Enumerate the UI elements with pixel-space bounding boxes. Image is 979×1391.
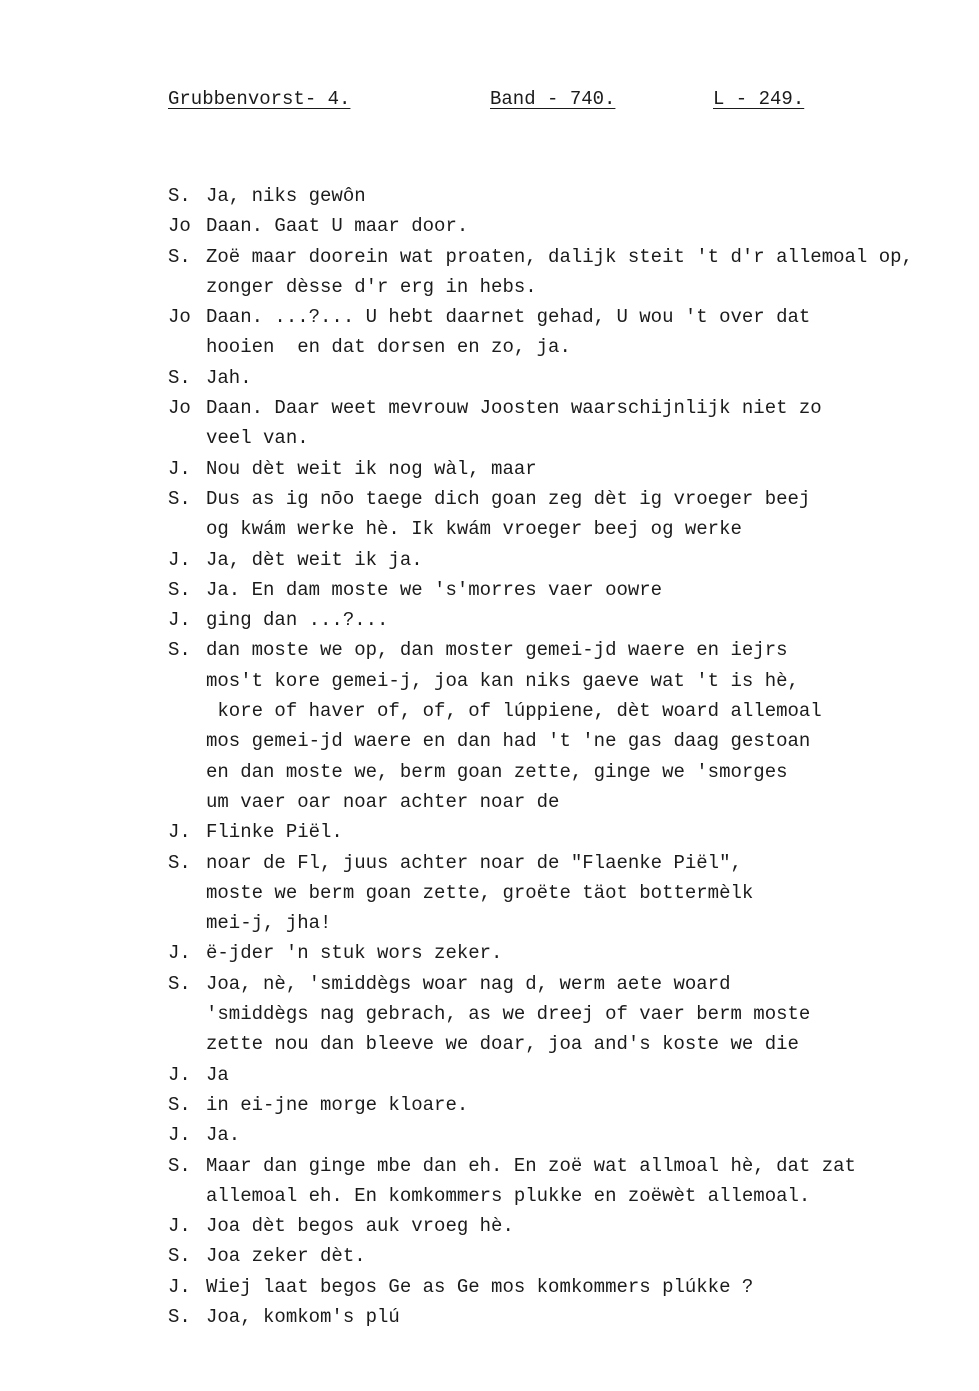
speaker-label: S. (168, 972, 191, 995)
speaker-label: S. (168, 185, 191, 207)
utterance-first-line (168, 363, 973, 393)
transcript-entry (168, 1151, 973, 1212)
utterance-text: Joa, komkom's plú (206, 1305, 400, 1328)
speaker-label: J. (168, 821, 191, 844)
utterance-first-line (168, 302, 973, 332)
utterance-first-line (168, 969, 973, 999)
utterance-continuation-line (168, 666, 973, 696)
speaker-label: J. (168, 942, 191, 965)
transcript-entry (168, 363, 973, 393)
utterance-text: Ja. (206, 1124, 241, 1147)
utterance-text: noar de Fl, juus achter noar de "Flaenke Piël", (206, 851, 742, 874)
utterance-text: veel van. (206, 427, 309, 450)
transcript-entry (168, 817, 973, 847)
utterance-first-line (168, 484, 973, 514)
utterance-text: Daan. Gaat U maar door. (206, 215, 469, 238)
header-code: L - 249. (713, 88, 805, 110)
utterance-continuation-line (168, 757, 973, 787)
utterance-continuation-line (168, 1181, 973, 1211)
utterance-continuation-line (168, 908, 973, 938)
utterance-text: moste we berm goan zette, groëte täot bottermèlk (206, 881, 754, 904)
header-band: Band - 740. (490, 88, 616, 110)
utterance-continuation-line (168, 332, 973, 362)
speaker-label: S. (168, 366, 191, 389)
transcript-entry (168, 605, 973, 635)
utterance-text: Maar dan ginge mbe dan eh. En zoë wat allmoal hè, dat zat (206, 1154, 856, 1177)
utterance-first-line (168, 1272, 973, 1302)
utterance-text: Ja. En dam moste we 's'morres vaer oowre (206, 578, 663, 601)
transcript-entry (168, 484, 973, 545)
utterance-text: kore of haver of, of, of lúppiene, dèt woard allemoal (206, 700, 822, 723)
transcript-entry (168, 211, 973, 241)
utterance-text: Flinke Piël. (206, 821, 343, 844)
utterance-continuation-line (168, 726, 973, 756)
transcript-entry (168, 181, 973, 211)
utterance-text: hooien en dat dorsen en zo, ja. (206, 336, 571, 359)
utterance-first-line (168, 1151, 973, 1181)
utterance-text: Joa zeker dèt. (206, 1245, 366, 1268)
utterance-text: Jah. (206, 366, 252, 389)
transcript-entry (168, 635, 973, 817)
utterance-text: zette nou dan bleeve we doar, joa and's koste we die (206, 1033, 799, 1056)
utterance-text: mei-j, jha! (206, 912, 332, 935)
utterance-first-line (168, 1120, 973, 1150)
transcript-entry (168, 242, 973, 303)
utterance-first-line (168, 817, 973, 847)
utterance-text: mos't kore gemei-j, joa kan niks gaeve wat 't is hè, (206, 669, 799, 692)
speaker-label: S. (168, 578, 191, 601)
speaker-label: S. (168, 851, 191, 874)
utterance-continuation-line (168, 696, 973, 726)
utterance-text: Daan. ...?... U hebt daarnet gehad, U wou 't over dat (206, 306, 811, 329)
speaker-label: S. (168, 1245, 191, 1268)
utterance-text: ging dan ...?... (206, 609, 389, 632)
utterance-text: ë-jder 'n stuk wors zeker. (206, 942, 503, 965)
utterance-first-line (168, 938, 973, 968)
utterance-first-line (168, 454, 973, 484)
speaker-label: J. (168, 548, 191, 571)
speaker-label: J. (168, 1275, 191, 1298)
transcript-entry (168, 545, 973, 575)
speaker-label: S. (168, 1154, 191, 1177)
utterance-text: mos gemei-jd waere en dan had 't 'ne gas daag gestoan (206, 730, 811, 753)
speaker-label: S. (168, 1305, 191, 1328)
speaker-label: Jo (168, 215, 191, 238)
utterance-continuation-line (168, 999, 973, 1029)
utterance-first-line (168, 242, 973, 272)
utterance-text: in ei-jne morge kloare. (206, 1093, 469, 1116)
utterance-text: Ja, niks gewôn (206, 185, 366, 207)
transcript-entry (168, 1272, 973, 1302)
transcript-entry (168, 1090, 973, 1120)
page-header (0, 88, 979, 116)
speaker-label: S. (168, 1093, 191, 1116)
utterance-continuation-line (168, 878, 973, 908)
transcript-entry (168, 302, 973, 363)
utterance-text: Ja (206, 1063, 229, 1086)
utterance-first-line (168, 181, 973, 211)
utterance-continuation-line (168, 272, 973, 302)
transcript-entry (168, 454, 973, 484)
utterance-first-line (168, 848, 973, 878)
utterance-first-line (168, 605, 973, 635)
speaker-label: S. (168, 487, 191, 510)
utterance-first-line (168, 393, 973, 423)
utterance-text: Joa, nè, 'smiddègs woar nag d, werm aete woard (206, 972, 731, 995)
utterance-text: Zoë maar doorein wat proaten, dalijk steit 't d'r allemoal op, (206, 245, 913, 268)
transcript-entry (168, 1241, 973, 1271)
transcript-entry (168, 848, 973, 939)
utterance-continuation-line (168, 1029, 973, 1059)
utterance-first-line (168, 1241, 973, 1271)
utterance-first-line (168, 1060, 973, 1090)
header-place: Grubbenvorst- 4. (168, 88, 351, 110)
utterance-first-line (168, 211, 973, 241)
speaker-label: Jo (168, 306, 191, 329)
speaker-label: J. (168, 457, 191, 480)
utterance-text: allemoal eh. En komkommers plukke en zoëwèt allemoal. (206, 1184, 811, 1207)
utterance-text: um vaer oar noar achter noar de (206, 790, 560, 813)
transcript-entry (168, 938, 973, 968)
utterance-first-line (168, 575, 973, 605)
utterance-first-line (168, 545, 973, 575)
transcript-entry (168, 393, 973, 454)
speaker-label: J. (168, 1215, 191, 1238)
transcript-entry (168, 1211, 973, 1241)
utterance-text: dan moste we op, dan moster gemei-jd waere en iejrs (206, 639, 788, 662)
speaker-label: Jo (168, 397, 191, 420)
utterance-continuation-line (168, 423, 973, 453)
utterance-text: Wiej laat begos Ge as Ge mos komkommers plúkke ? (206, 1275, 754, 1298)
transcript-entry (168, 1302, 973, 1332)
utterance-text: Ja, dèt weit ik ja. (206, 548, 423, 571)
transcript-entry (168, 575, 973, 605)
speaker-label: J. (168, 609, 191, 632)
utterance-first-line (168, 1090, 973, 1120)
transcript-entry (168, 1120, 973, 1150)
speaker-label: S. (168, 639, 191, 662)
utterance-text: 'smiddègs nag gebrach, as we dreej of vaer berm moste (206, 1003, 811, 1026)
utterance-text: Nou dèt weit ik nog wàl, maar (206, 457, 537, 480)
transcript-body (168, 181, 973, 1332)
utterance-first-line (168, 1302, 973, 1332)
speaker-label: J. (168, 1124, 191, 1147)
transcript-entry (168, 969, 973, 1060)
utterance-text: Daan. Daar weet mevrouw Joosten waarschijnlijk niet zo (206, 397, 822, 420)
speaker-label: S. (168, 245, 191, 268)
utterance-continuation-line (168, 514, 973, 544)
utterance-continuation-line (168, 787, 973, 817)
transcript-entry (168, 1060, 973, 1090)
utterance-first-line (168, 1211, 973, 1241)
utterance-text: Joa dèt begos auk vroeg hè. (206, 1215, 514, 1238)
utterance-first-line (168, 635, 973, 665)
speaker-label: J. (168, 1063, 191, 1086)
utterance-text: zonger dèsse d'r erg in hebs. (206, 275, 537, 298)
utterance-text: en dan moste we, berm goan zette, ginge we 'smorges (206, 760, 788, 783)
utterance-text: Dus as ig nōo taege dich goan zeg dèt ig vroeger beej (206, 487, 811, 510)
utterance-text: og kwám werke hè. Ik kwám vroeger beej og werke (206, 518, 742, 541)
